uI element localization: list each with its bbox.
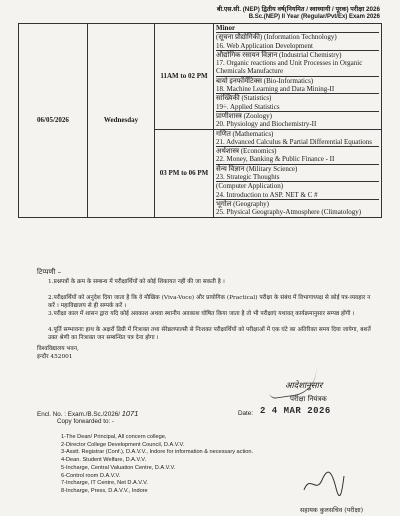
signature-title: परीक्षा नियंत्रक — [290, 395, 327, 403]
list-item: 6-Control room D.A.V.V. — [61, 472, 121, 479]
subject-english: 25. Physical Geography-Atmosphere (Climatology) — [216, 208, 362, 217]
endorsement-number — [37, 409, 138, 418]
minor-label: Minor — [216, 24, 236, 32]
list-item: 2-Director College Development Council, D.A.V.V. — [61, 441, 185, 448]
list-item: 5-Incharge, Central Valuation Centre, D.A.V.V. — [61, 464, 176, 471]
address-line: इन्दौर 452001 — [37, 353, 73, 360]
list-item: 1-The Dean/ Principal, All concern college, — [61, 434, 167, 440]
subject-english: 17. Organic reactions and Unit Processes in Organic Chemicals Manufacture — [216, 59, 363, 76]
subject-english: 16. Web Application Development — [216, 41, 313, 50]
assistant-registrar-sign: सहायक कुलसचिव (परीक्षा) — [300, 507, 364, 514]
subject-english: 19÷. Applied Statistics — [216, 102, 280, 111]
university-address — [37, 346, 79, 361]
copy-forwarded: Copy forwarded to: - — [57, 418, 115, 425]
endorsement-label: Encl. No. : Exam./B.Sc./2026/ — [37, 411, 120, 418]
subject-hindi: (Computer Application) — [216, 182, 284, 191]
subject-hindi: भूगोल (Geography) — [216, 199, 269, 208]
bottom-signature-scribble — [302, 470, 346, 496]
subject-hindi: सांख्यिकी (Statistics) — [216, 94, 272, 103]
date-stamp: 2 4 MAR 2026 — [260, 406, 331, 416]
subject-hindi: अर्थशास्त्र (Economics) — [216, 147, 277, 156]
exam-schedule-table — [18, 23, 382, 218]
subject-cell — [216, 50, 379, 76]
note-1: 1.प्रश्नपत्रों के क्रम के सम्बन्ध में परीक्षार्थियों को कोई शिकायत नहीं की जा सकती है । — [48, 279, 225, 285]
subject-cell — [216, 181, 379, 199]
subject-hindi: बायो इनफॉर्मेटिक्स (Bio-Informatics) — [216, 76, 314, 85]
distribution-list — [61, 434, 253, 496]
subject-cell — [216, 199, 379, 217]
header-english: B.Sc.(NEP) II Year (Regular/Pvt/Ex) Exam 2026 — [248, 14, 380, 20]
list-item: 8-Incharge, Press, D.A.V.V., Indore — [61, 487, 148, 494]
subject-english: 21. Advanced Calculus & Partial Differential Equations — [216, 137, 372, 146]
list-item: 3-Asstt. Registrar (Conf.), D.A.V.V., Indore for information & necessary action. — [61, 449, 254, 456]
subject-cell — [216, 146, 379, 164]
slot2-time: 03 PM to 06 PM — [155, 129, 214, 217]
subject-cell — [216, 111, 379, 129]
table-row — [19, 24, 382, 130]
subject-english: 18. Machine Learning and Data Mining-II — [216, 85, 335, 94]
subject-english: 20. Physiology and Biochemistry-II — [216, 120, 317, 129]
subject-english: 24. Introduction to ASP. NET & C # — [216, 190, 318, 199]
subject-hindi: सैन्य विज्ञान (Military Science) — [216, 164, 298, 173]
subject-hindi: गणित (Mathematics) — [216, 129, 274, 138]
list-item: 7-Incharge, IT Centre, Net D.A.V.V. — [61, 480, 148, 487]
exam-day: Wednesday — [88, 24, 155, 218]
subject-cell — [216, 32, 379, 50]
endorsement-handwritten-number: 1071 — [121, 409, 139, 418]
slot1-subjects — [214, 24, 382, 130]
exam-date: 06/05/2026 — [19, 24, 88, 218]
slot2-subjects — [214, 129, 382, 217]
subject-cell — [216, 76, 379, 94]
subject-english: 23. Strategic Thoughts — [216, 173, 280, 182]
header-hindi: बी.एस.सी. (NEP) द्वितीय वर्ष(नियमित / स्वाध्यायी / पूरक) परीक्षा 2026 — [216, 6, 380, 13]
notes-heading: टिप्पणी – — [37, 268, 62, 276]
subject-english: 22. Money, Banking & Public Finance - II — [216, 155, 335, 164]
subject-cell — [216, 130, 379, 147]
subject-hindi: (सूचना प्रौद्योगिकी) (Information Technology) — [216, 33, 337, 42]
signature-order: आदेशानुसार — [285, 381, 323, 391]
address-line: विश्वविद्यालय भवन, — [37, 346, 79, 352]
slot1-time: 11AM to 02 PM — [155, 24, 214, 130]
note-4: 4.पूर्ति सम्भावनाः हाथ के अक्षरों डिग्री में निःशक्त तथा सेरेब्रलपाल्सी से निःशक्त परीक्षार्थियों को परीक्षाओं में एक घंटे का अतिरिक्त समय दिया जायेगा, बशर्ते उक्त श्रेणी का निःशक्त जन सम्बन्धित पत्र देना होगा । — [48, 327, 371, 341]
note-3: 3.परीक्षा काल में शासन द्वारा यदि कोई अवकाश अथवा स्थानीय अवकाश घोषित किया जाता है तो भी परीक्षाएं यथावत् कार्यक्रमानुसार सम्पन्न होंगी । — [48, 311, 355, 317]
subject-cell — [216, 93, 379, 111]
subject-hindi: औद्योगिक रसायन विज्ञान (Industrial Chemistry) — [216, 50, 342, 59]
date-label: Date: — [238, 410, 254, 417]
note-2: 2.परीक्षार्थियों को अनुदेश दिया जाता है कि वे मौखिक (Viva-Voce) और प्रायोगिक (Practical) परीक्षा के संबंध में विभागाध्यक्ष से कोई पत्र-व्यवहार न करें । महाविद्यालय से ही सम्पर्क करें । — [48, 295, 371, 309]
subject-cell — [216, 164, 379, 182]
subject-hindi: प्राणीशास्त्र (Zoology) — [216, 111, 272, 120]
list-item: 4-Dean. Student Welfare, D.A.V.V. — [61, 457, 146, 464]
